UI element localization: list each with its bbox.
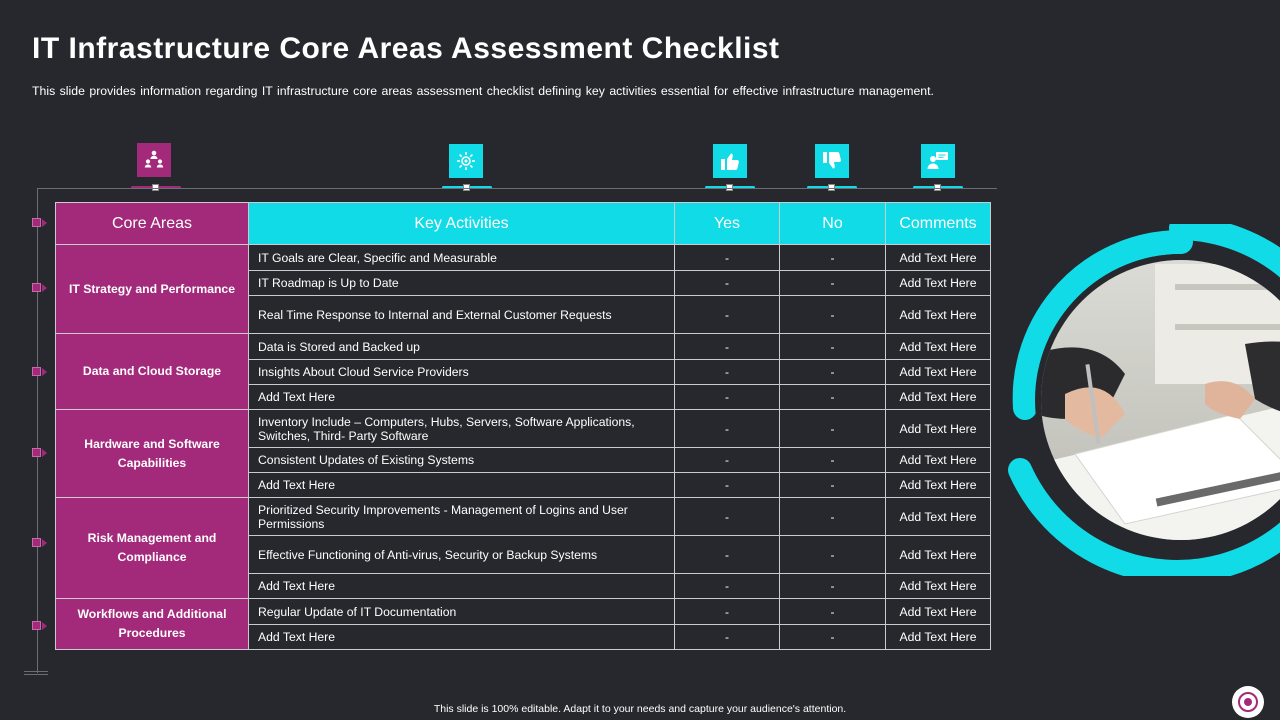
yes-cell: - [675, 599, 780, 625]
table-row [56, 599, 991, 625]
activity-cell: Inventory Include – Computers, Hubs, Servers, Software Applications, Switches, Third- Party Software [249, 410, 675, 448]
activity-cell: Regular Update of IT Documentation [249, 599, 675, 625]
table-row [56, 334, 991, 360]
table-header-row [56, 203, 991, 245]
no-cell: - [780, 410, 886, 448]
yes-cell: - [675, 271, 780, 296]
core-area-cell: Hardware and Software Capabilities [56, 410, 249, 498]
activity-cell: IT Goals are Clear, Specific and Measurable [249, 245, 675, 271]
no-cell: - [780, 473, 886, 498]
comment-cell: Add Text Here [886, 498, 991, 536]
core-area-cell: Workflows and Additional Procedures [56, 599, 249, 650]
activity-cell: Add Text Here [249, 385, 675, 410]
yes-cell: - [675, 473, 780, 498]
activity-cell: IT Roadmap is Up to Date [249, 271, 675, 296]
col-no: No [780, 203, 886, 245]
comment-cell: Add Text Here [886, 360, 991, 385]
comment-cell: Add Text Here [886, 296, 991, 334]
yes-cell: - [675, 536, 780, 574]
no-cell: - [780, 448, 886, 473]
activity-cell: Consistent Updates of Existing Systems [249, 448, 675, 473]
col-core-areas: Core Areas [56, 203, 249, 245]
comment-cell: Add Text Here [886, 536, 991, 574]
no-cell: - [780, 296, 886, 334]
yes-cell: - [675, 574, 780, 599]
no-cell: - [780, 625, 886, 650]
no-cell: - [780, 574, 886, 599]
business-meeting-photo [1005, 224, 1280, 576]
yes-cell: - [675, 245, 780, 271]
side-timeline [37, 188, 38, 673]
core-area-cell: Risk Management and Compliance [56, 498, 249, 599]
no-cell: - [780, 599, 886, 625]
comment-cell: Add Text Here [886, 245, 991, 271]
activity-cell: Insights About Cloud Service Providers [249, 360, 675, 385]
col-key-activities: Key Activities [249, 203, 675, 245]
core-area-cell: IT Strategy and Performance [56, 245, 249, 334]
no-cell: - [780, 334, 886, 360]
activity-cell: Add Text Here [249, 574, 675, 599]
yes-cell: - [675, 410, 780, 448]
table-row [56, 498, 991, 536]
activity-cell: Real Time Response to Internal and External Customer Requests [249, 296, 675, 334]
activity-cell: Prioritized Security Improvements - Management of Logins and User Permissions [249, 498, 675, 536]
comment-cell: Add Text Here [886, 385, 991, 410]
people-group-icon [137, 143, 171, 177]
yes-cell: - [675, 625, 780, 650]
activity-cell: Add Text Here [249, 625, 675, 650]
yes-cell: - [675, 385, 780, 410]
comment-cell: Add Text Here [886, 574, 991, 599]
gear-network-icon [449, 144, 483, 178]
comment-cell: Add Text Here [886, 599, 991, 625]
activity-cell: Data is Stored and Backed up [249, 334, 675, 360]
assessment-table [55, 202, 991, 650]
comment-cell: Add Text Here [886, 473, 991, 498]
activity-cell: Effective Functioning of Anti-virus, Security or Backup Systems [249, 536, 675, 574]
comment-cell: Add Text Here [886, 271, 991, 296]
footer-note: This slide is 100% editable. Adapt it to your needs and capture your audience's attention. [433, 703, 847, 715]
comment-cell: Add Text Here [886, 334, 991, 360]
comment-cell: Add Text Here [886, 448, 991, 473]
yes-cell: - [675, 360, 780, 385]
page-subtitle: This slide provides information regarding IT infrastructure core areas assessment checklist defining key activities essential for effective infrastructure management. [32, 84, 934, 98]
no-cell: - [780, 360, 886, 385]
activity-cell: Add Text Here [249, 473, 675, 498]
thumbs-down-icon [815, 144, 849, 178]
no-cell: - [780, 271, 886, 296]
comment-user-icon [921, 144, 955, 178]
header-divider [37, 188, 997, 189]
yes-cell: - [675, 334, 780, 360]
no-cell: - [780, 385, 886, 410]
yes-cell: - [675, 296, 780, 334]
table-row [56, 410, 991, 448]
brand-logo-icon [1232, 686, 1264, 718]
no-cell: - [780, 536, 886, 574]
col-yes: Yes [675, 203, 780, 245]
yes-cell: - [675, 448, 780, 473]
thumbs-up-icon [713, 144, 747, 178]
table-row [56, 245, 991, 271]
no-cell: - [780, 498, 886, 536]
page-title: IT Infrastructure Core Areas Assessment Checklist [32, 32, 780, 65]
col-comments: Comments [886, 203, 991, 245]
comment-cell: Add Text Here [886, 410, 991, 448]
no-cell: - [780, 245, 886, 271]
comment-cell: Add Text Here [886, 625, 991, 650]
core-area-cell: Data and Cloud Storage [56, 334, 249, 410]
yes-cell: - [675, 498, 780, 536]
